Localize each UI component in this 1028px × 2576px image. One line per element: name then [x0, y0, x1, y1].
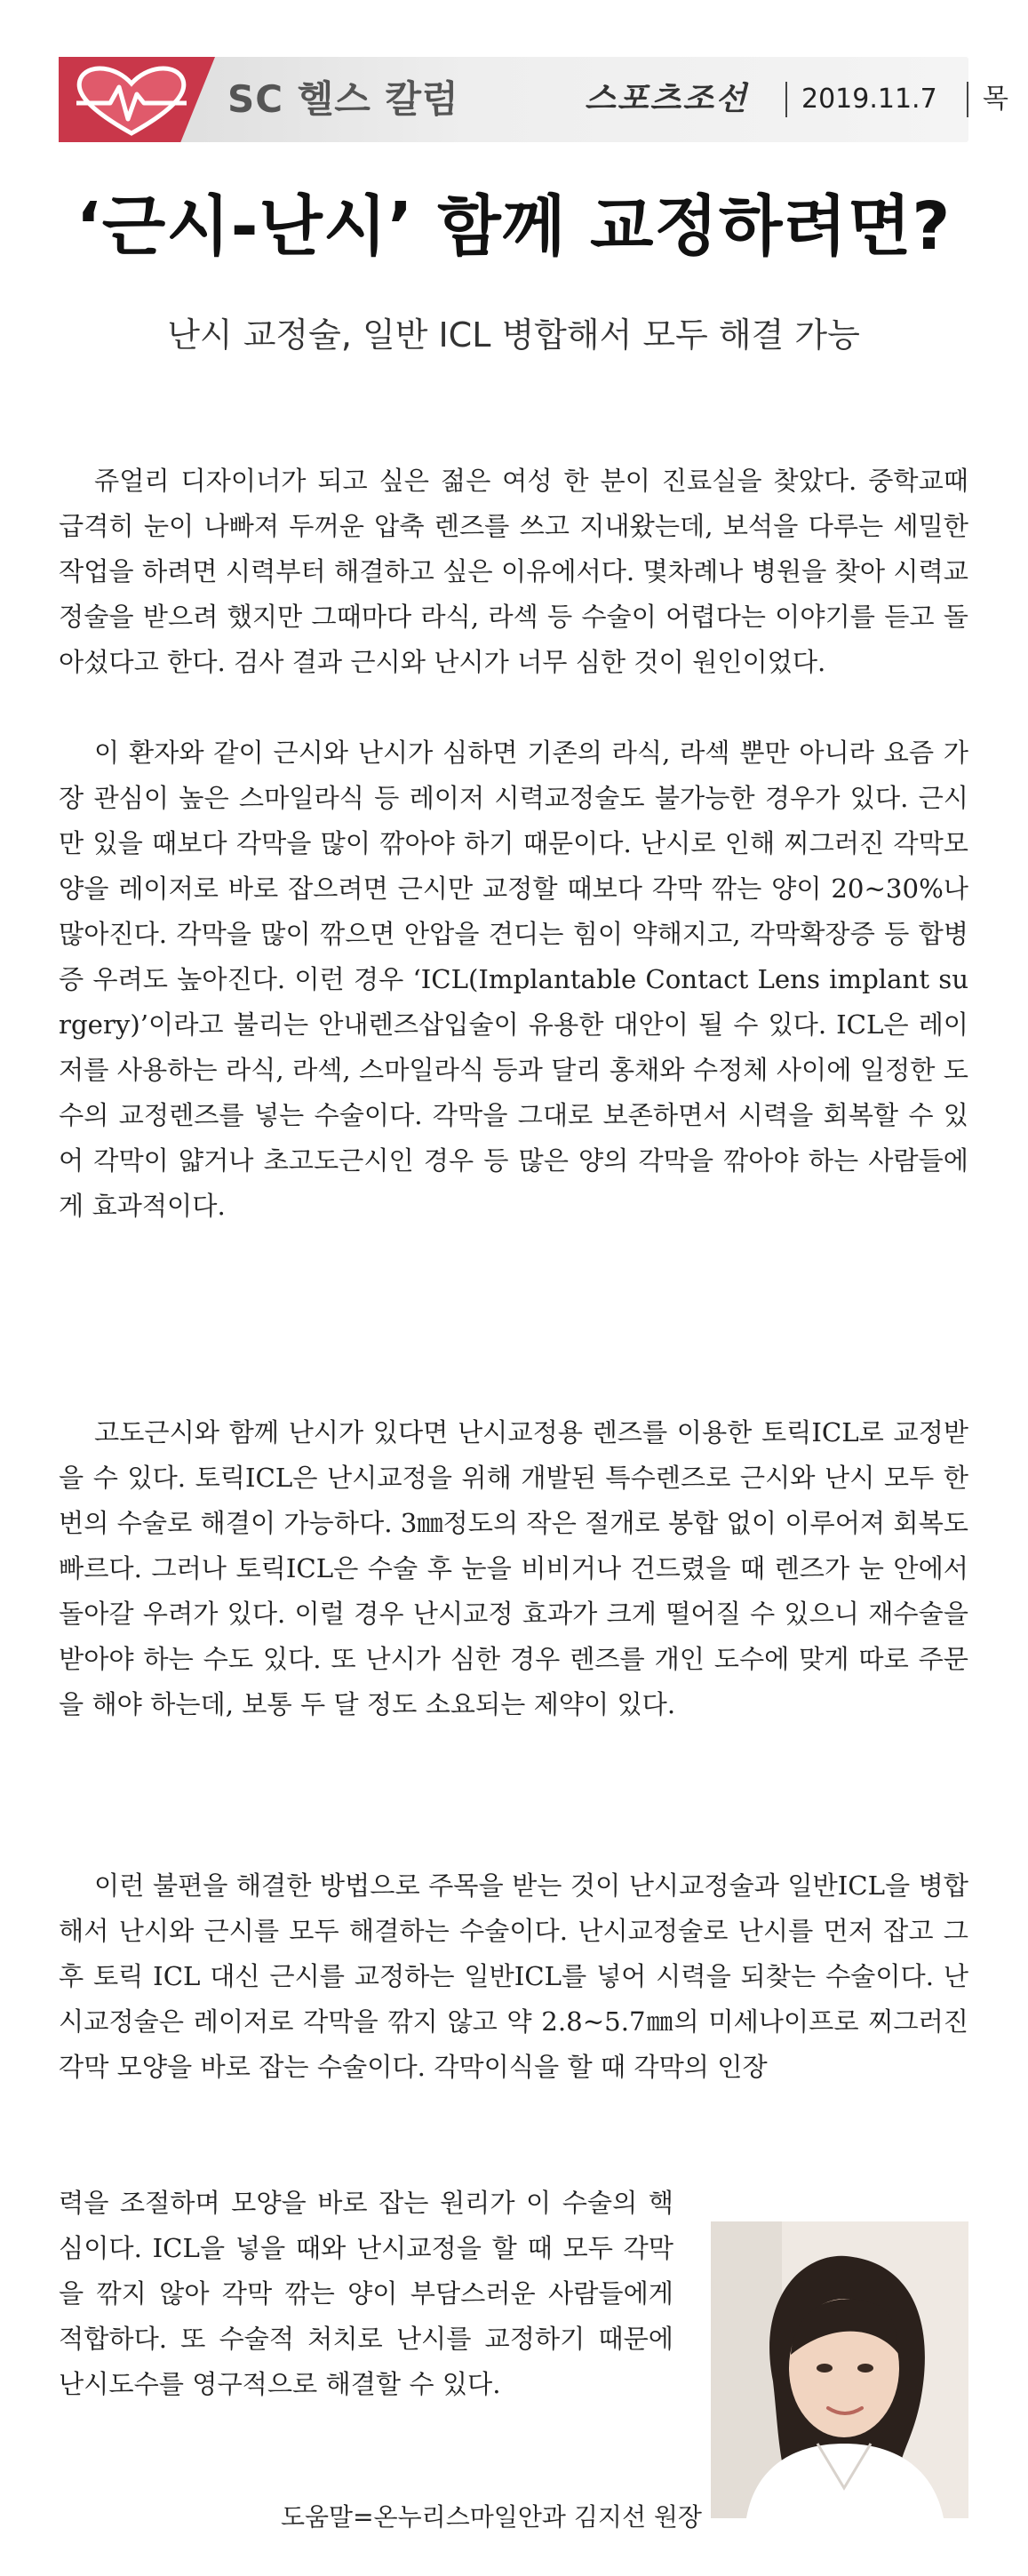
- divider: [785, 82, 787, 117]
- column-masthead: [59, 57, 1008, 142]
- heart-banner: [59, 57, 215, 142]
- column-name: SC 헬스 칼럼: [227, 77, 459, 121]
- article-paragraph-4-tail: 력을 조절하며 모양을 바로 잡는 원리가 이 수술의 핵심이다. ICL을 넣을 때와 난시교정을 할 때 모두 각막을 깎지 않아 각막 깎는 양이 부담스러운 사람들에게 적합하다. 또 수술적 처치로 난시를 교정하기 때문에 난시도수를 영구적으로 해결할 수 있다.: [59, 2188, 673, 2399]
- portrait-image: [711, 2221, 968, 2518]
- article-paragraph-4: 이런 불편을 해결한 방법으로 주목을 받는 것이 난시교정술과 일반ICL을 병합해서 난시와 근시를 모두 해결하는 수술이다. 난시교정술로 난시를 먼저 잡고 그 후 토릭 ICL 대신 근시를 교정하는 일반ICL를 넣어 시력을 되찾는 수술이다. 난시교정술은 레이저로 각막을 깎지 않고 약 2.8~5.7㎜의 미세나이프로 찌그러진 각막 모양을 바로 잡는 수술이다. 각막이식을 할 때 각막의 인장: [59, 1870, 968, 2082]
- heartbeat-icon: [69, 64, 194, 137]
- advice-credit: 도움말=온누리스마일안과 김지선 원장: [280, 2502, 702, 2532]
- article-subheadline: 난시 교정술, 일반 ICL 병합해서 모두 해결 가능: [167, 315, 860, 355]
- article-headline: ‘근시-난시’ 함께 교정하려면?: [76, 188, 952, 265]
- article-paragraph-2: 이 환자와 같이 근시와 난시가 심하면 기존의 라식, 라섹 뿐만 아니라 요즘 가장 관심이 높은 스마일라식 등 레이저 시력교정술도 불가능한 경우가 있다. 근시만 있을 때보다 각막을 많이 깎아야 하기 때문이다. 난시로 인해 찌그러진 각막모양을 레이저로 바로 잡으려면 근시만 교정할 때보다 각막 깎는 양이 20~30%나 많아진다. 각막을 많이 깎으면 안압을 견디는 힘이 약해지고, 각막확장증 등 합병증 우려도 높아진다. 이런 경우 ‘ICL(Implantable Contact Lens implant surgery)’이라고 불리는 안내렌즈삽입술이 유용한 대안이 될 수 있다. ICL은 레이저를 사용하는 라식, 라섹, 스마일라식 등과 달리 홍채와 수정체 사이에 일정한 도수의 교정렌즈를 넣는 수술이다. 각막을 그대로 보존하면서 시력을 회복할 수 있어 각막이 얇거나 초고도근시인 경우 등 많은 양의 각막을 깎아야 하는 사람들에게 효과적이다.: [59, 738, 968, 1221]
- issue-day: 목: [983, 84, 1008, 115]
- article-paragraph-3: 고도근시와 함께 난시가 있다면 난시교정용 렌즈를 이용한 토릭ICL로 교정받을 수 있다. 토릭ICL은 난시교정을 위해 개발된 특수렌즈로 근시와 난시 모두 한 번의 수술로 해결이 가능하다. 3㎜정도의 작은 절개로 봉합 없이 이루어져 회복도 빠르다. 그러나 토릭ICL은 수술 후 눈을 비비거나 건드렸을 때 렌즈가 눈 안에서 돌아갈 우려가 있다. 이럴 경우 난시교정 효과가 크게 떨어질 수 있으니 재수술을 받아야 하는 수도 있다. 또 난시가 심한 경우 렌즈를 개인 도수에 맞게 따로 주문을 해야 하는데, 보통 두 달 정도 소요되는 제약이 있다.: [59, 1417, 968, 1719]
- newspaper-brand: 스포츠조선: [585, 81, 748, 117]
- doctor-portrait: [711, 2221, 968, 2518]
- issue-date: 2019.11.7: [801, 84, 937, 115]
- divider: [967, 82, 968, 117]
- article-paragraph-1: 쥬얼리 디자이너가 되고 싶은 젊은 여성 한 분이 진료실을 찾았다. 중학교때 급격히 눈이 나빠져 두꺼운 압축 렌즈를 쓰고 지내왔는데, 보석을 다루는 세밀한 작업을 하려면 시력부터 해결하고 싶은 이유에서다. 몇차례나 병원을 찾아 시력교정술을 받으려 했지만 그때마다 라식, 라섹 등 수술이 어렵다는 이야기를 듣고 돌아섰다고 한다. 검사 결과 근시와 난시가 너무 심한 것이 원인이었다.: [59, 466, 968, 677]
